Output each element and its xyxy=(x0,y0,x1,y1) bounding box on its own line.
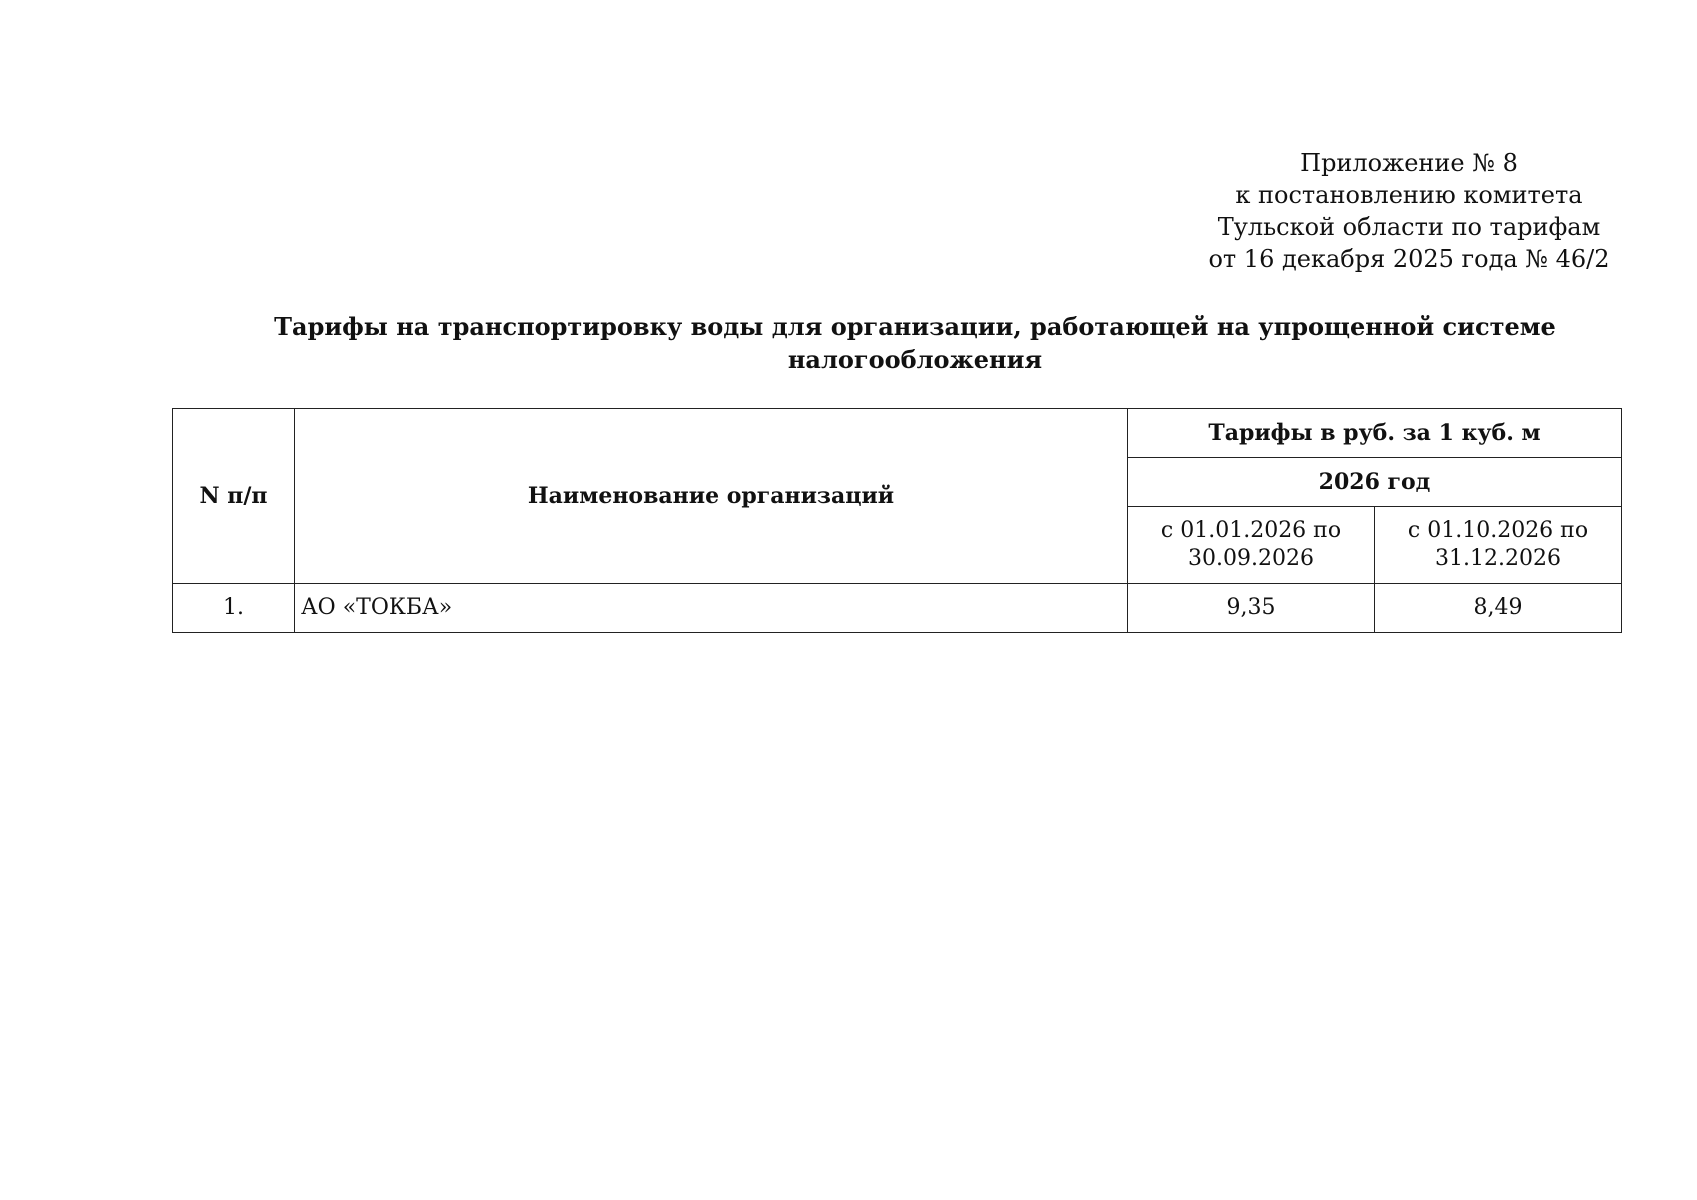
header-num: N п/п xyxy=(173,409,295,584)
row-tariff-1: 9,35 xyxy=(1128,584,1375,633)
header-org: Наименование организаций xyxy=(295,409,1128,584)
header-period-2: с 01.10.2026 по 31.12.2026 xyxy=(1375,507,1622,584)
appendix-header xyxy=(1199,147,1619,275)
document-title: Тарифы на транспортировку воды для организации, работающей на упрощенной системе налогообложения xyxy=(274,312,1556,374)
header-tariffs: Тарифы в руб. за 1 куб. м xyxy=(1128,409,1622,458)
appendix-line-date: от 16 декабря 2025 года № 46/2 xyxy=(1208,245,1610,273)
header-year: 2026 год xyxy=(1128,458,1622,507)
table-row xyxy=(173,584,1622,633)
appendix-line-committee: Тульской области по тарифам xyxy=(1217,213,1601,241)
appendix-line-number: Приложение № 8 xyxy=(1300,149,1518,177)
header-period-1: с 01.01.2026 по 30.09.2026 xyxy=(1128,507,1375,584)
tariff-table xyxy=(172,408,1622,633)
row-num: 1. xyxy=(173,584,295,633)
row-tariff-2: 8,49 xyxy=(1375,584,1622,633)
row-org: АО «ТОКБА» xyxy=(295,584,1128,633)
appendix-line-resolution: к постановлению комитета xyxy=(1235,181,1583,209)
